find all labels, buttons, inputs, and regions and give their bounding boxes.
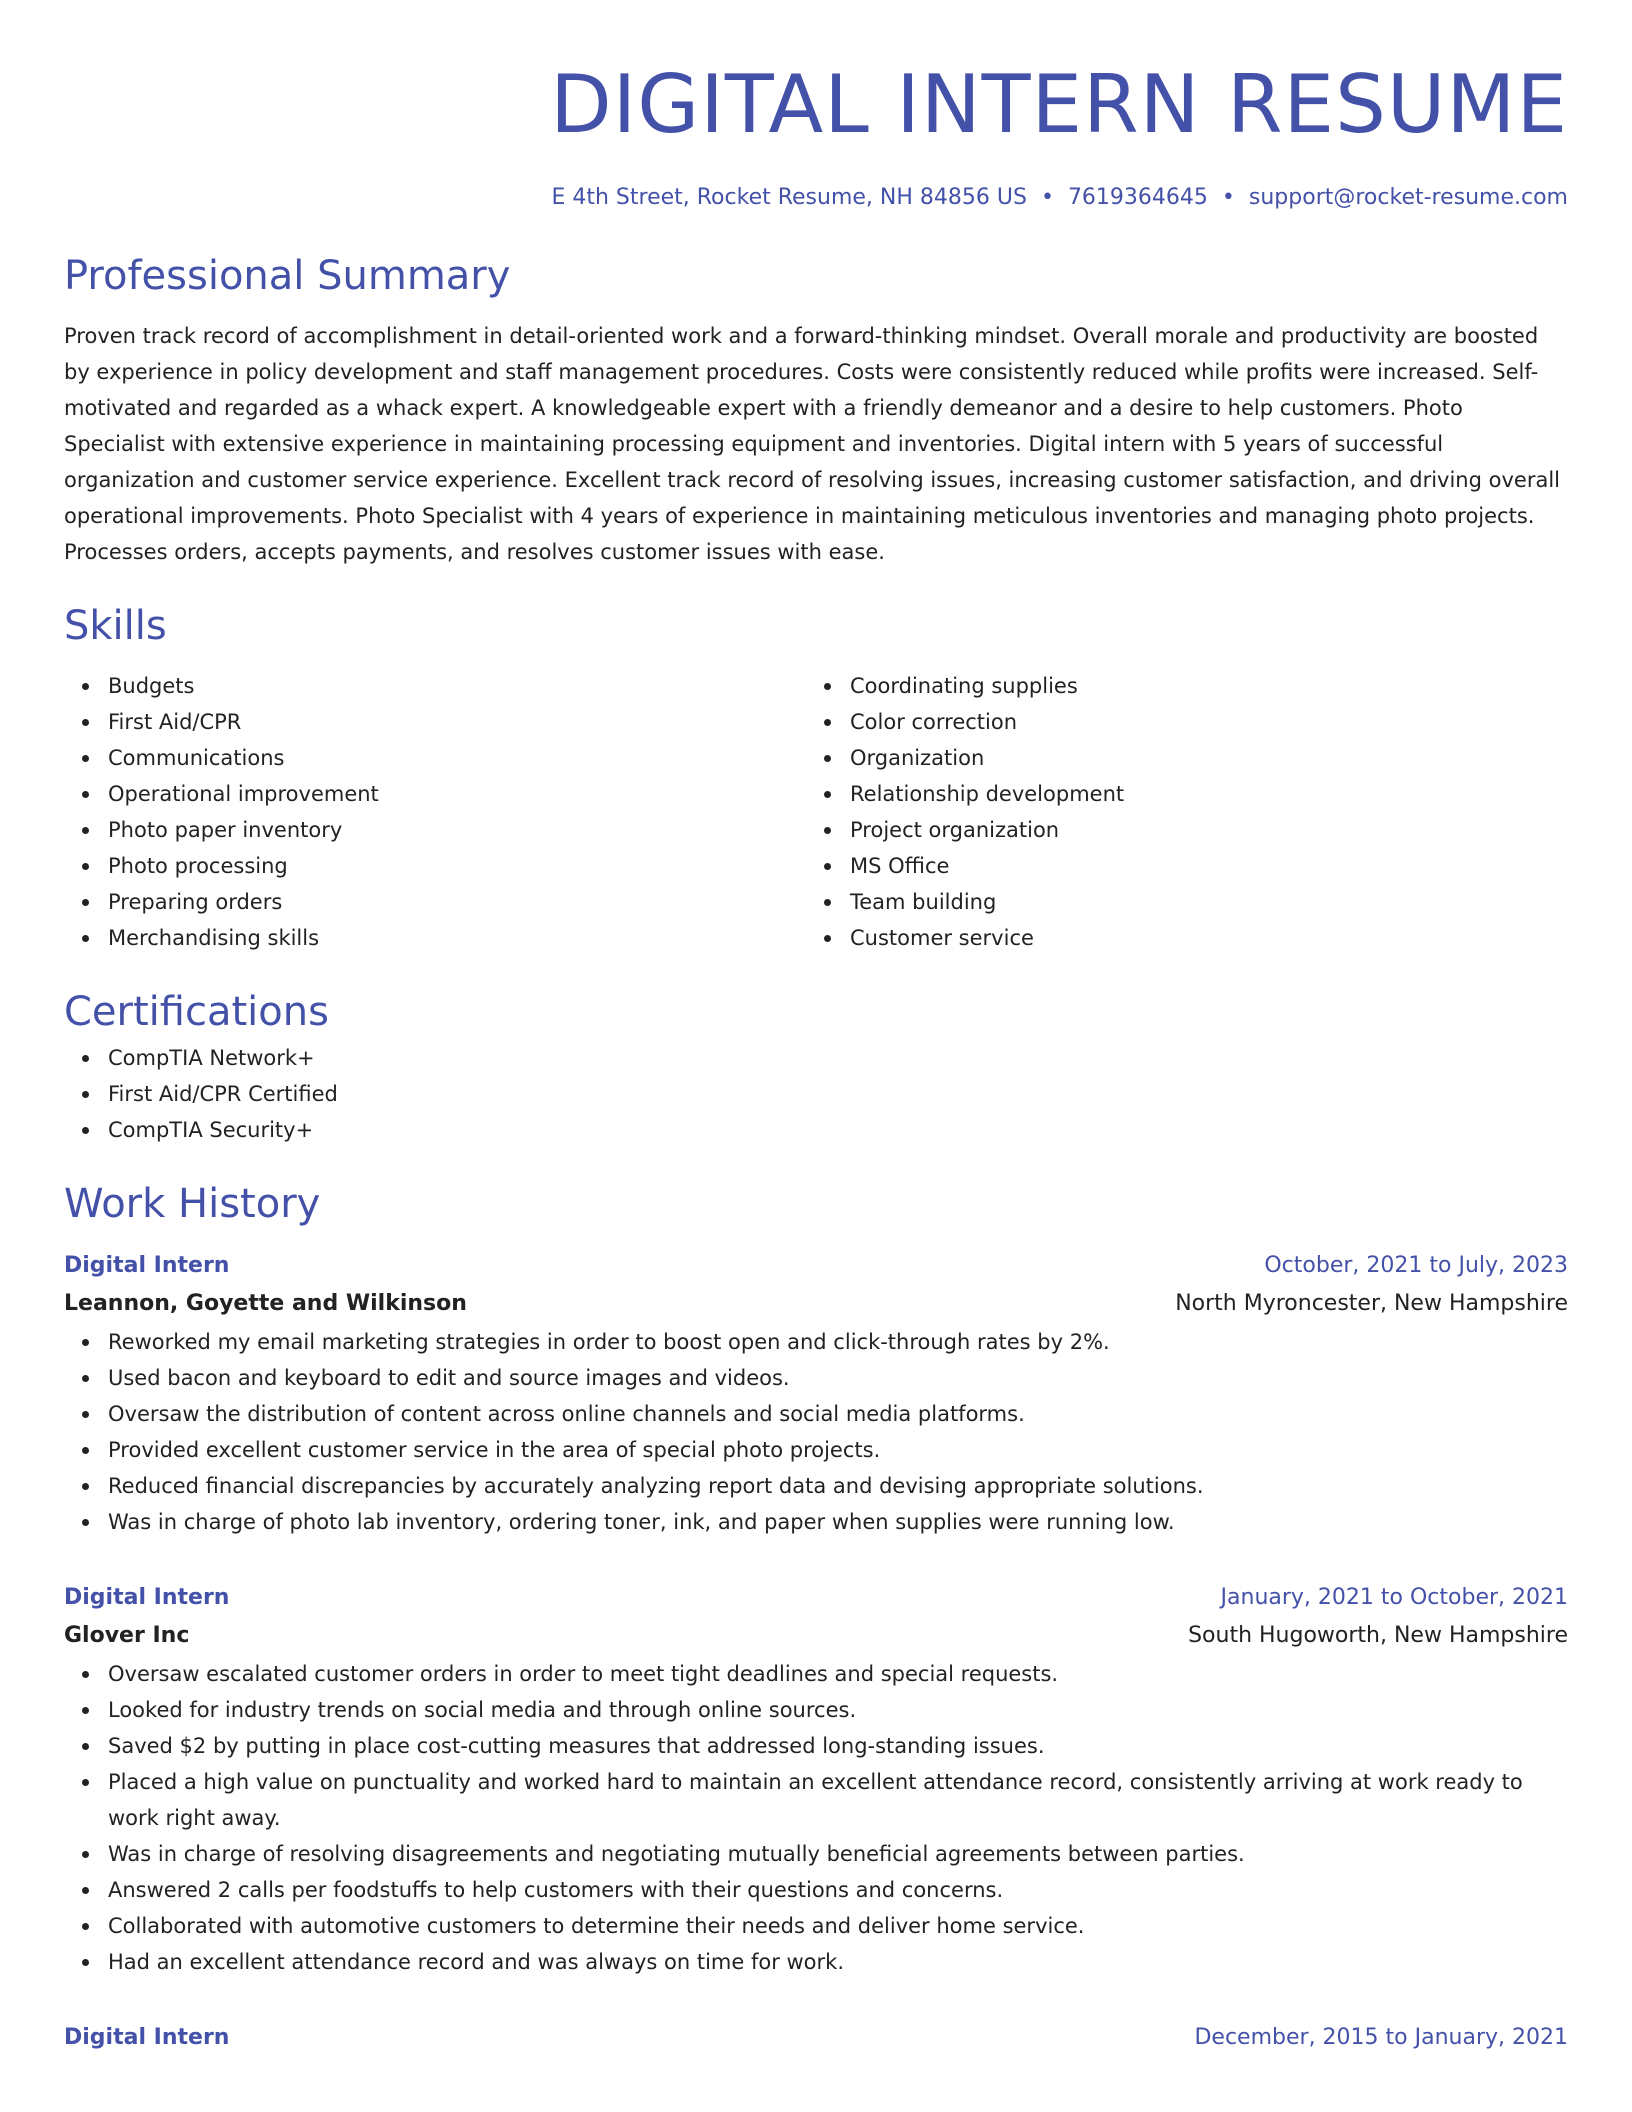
skill-item: Photo processing	[64, 848, 806, 884]
job-title: Digital Intern	[64, 1253, 230, 1278]
summary-text: Proven track record of accomplishment in detail-oriented work and a forward-thinking mindset. Overall morale and productivity are boosted by experience in policy development and staff management procedures. Costs were consistently reduced while profits were increased. Self-motivated and regarded as a whack expert. A knowledgeable expert with a friendly demeanor and a desire to help customers. Photo Specialist with extensive experience in maintaining processing equipment and inventories. Digital intern with 5 years of successful organization and customer service experience. Excellent track record of resolving issues, increasing customer satisfaction, and driving overall operational improvements. Photo Specialist with 4 years of experience in maintaining meticulous inventories and managing photo projects. Processes orders, accepts payments, and resolves customer issues with ease.	[64, 324, 1560, 564]
job-bullet: Collaborated with automotive customers to determine their needs and deliver home service.	[64, 1908, 1568, 1944]
skill-item: First Aid/CPR	[64, 704, 806, 740]
skill-item: Communications	[64, 740, 806, 776]
skill-item: Merchandising skills	[64, 920, 806, 956]
skill-item: Color correction	[806, 704, 1548, 740]
skill-item: Organization	[806, 740, 1548, 776]
contact-address: E 4th Street, Rocket Resume, NH 84856 US	[551, 185, 1027, 210]
job-location: South Hugoworth, New Hampshire	[1188, 1623, 1568, 1648]
job-title-row	[64, 1580, 1568, 1616]
job-bullet: Used bacon and keyboard to edit and source images and videos.	[64, 1360, 1568, 1396]
section-work-history	[64, 1176, 1568, 2056]
job-bullet: Was in charge of photo lab inventory, ordering toner, ink, and paper when supplies were running low.	[64, 1504, 1568, 1540]
certifications-list	[64, 1040, 1568, 1148]
job-bullet: Was in charge of resolving disagreements and negotiating mutually beneficial agreements between parties.	[64, 1836, 1568, 1872]
contact-separator: •	[1040, 185, 1054, 210]
job-entry	[64, 1580, 1568, 1980]
skill-item: Operational improvement	[64, 776, 806, 812]
certification-item: First Aid/CPR Certified	[64, 1076, 1568, 1112]
skill-item: Budgets	[64, 668, 806, 704]
work-history-heading: Work History	[64, 1181, 321, 1227]
job-bullet: Placed a high value on punctuality and worked hard to maintain an excellent attendance record, consistently arriving at work ready to work right away.	[64, 1764, 1568, 1836]
job-bullet: Answered 2 calls per foodstuffs to help customers with their questions and concerns.	[64, 1872, 1568, 1908]
certification-item: CompTIA Security+	[64, 1112, 1568, 1148]
contact-email: support@rocket-resume.com	[1248, 185, 1568, 210]
job-bullet: Oversaw escalated customer orders in order to meet tight deadlines and special requests.	[64, 1656, 1568, 1692]
skill-item: Preparing orders	[64, 884, 806, 920]
skills-list-left	[64, 668, 806, 956]
contact-line	[64, 182, 1568, 214]
job-bullet: Saved $2 by putting in place cost-cutting measures that addressed long-standing issues.	[64, 1728, 1568, 1764]
job-dates: December, 2015 to January, 2021	[1194, 2025, 1568, 2050]
skill-item: Team building	[806, 884, 1548, 920]
job-dates: October, 2021 to July, 2023	[1264, 1253, 1568, 1278]
skills-column-right	[806, 668, 1548, 956]
job-company-row	[64, 1616, 1568, 1656]
job-bullet: Reduced financial discrepancies by accurately analyzing report data and devising appropriate solutions.	[64, 1468, 1568, 1504]
certifications-heading: Certifications	[64, 989, 329, 1035]
section-skills	[64, 598, 1568, 956]
job-company-row	[64, 1284, 1568, 1324]
contact-separator: •	[1221, 185, 1235, 210]
job-bullet: Had an excellent attendance record and was always on time for work.	[64, 1944, 1568, 1980]
job-title: Digital Intern	[64, 1585, 230, 1610]
skill-item: Project organization	[806, 812, 1548, 848]
resume-title: DIGITAL INTERN RESUME	[550, 58, 1568, 151]
job-bullet: Provided excellent customer service in the area of special photo projects.	[64, 1432, 1568, 1468]
skill-item: Relationship development	[806, 776, 1548, 812]
skill-item: Customer service	[806, 920, 1548, 956]
section-certifications	[64, 984, 1568, 1148]
job-bullet-list	[64, 1324, 1568, 1540]
skill-item: MS Office	[806, 848, 1548, 884]
job-title-row	[64, 2020, 1568, 2056]
skill-item: Photo paper inventory	[64, 812, 806, 848]
job-bullet: Oversaw the distribution of content across online channels and social media platforms.	[64, 1396, 1568, 1432]
job-title: Digital Intern	[64, 2025, 230, 2050]
skills-list-right	[806, 668, 1548, 956]
skills-column-left	[64, 668, 806, 956]
job-title-row	[64, 1248, 1568, 1284]
job-company: Glover Inc	[64, 1623, 190, 1648]
contact-phone: 7619364645	[1067, 185, 1208, 210]
certification-item: CompTIA Network+	[64, 1040, 1568, 1076]
summary-heading: Professional Summary	[64, 253, 511, 299]
job-bullet-list	[64, 1656, 1568, 1980]
job-entry	[64, 1248, 1568, 1540]
skill-item: Coordinating supplies	[806, 668, 1548, 704]
job-bullet: Looked for industry trends on social media and through online sources.	[64, 1692, 1568, 1728]
job-dates: January, 2021 to October, 2021	[1220, 1585, 1568, 1610]
job-company: Leannon, Goyette and Wilkinson	[64, 1291, 467, 1316]
job-bullet: Reworked my email marketing strategies in order to boost open and click-through rates by 2%.	[64, 1324, 1568, 1360]
skills-heading: Skills	[64, 603, 167, 649]
section-summary	[64, 248, 1568, 570]
job-location: North Myroncester, New Hampshire	[1175, 1291, 1568, 1316]
job-entry	[64, 2020, 1568, 2056]
skills-grid	[64, 668, 1568, 956]
